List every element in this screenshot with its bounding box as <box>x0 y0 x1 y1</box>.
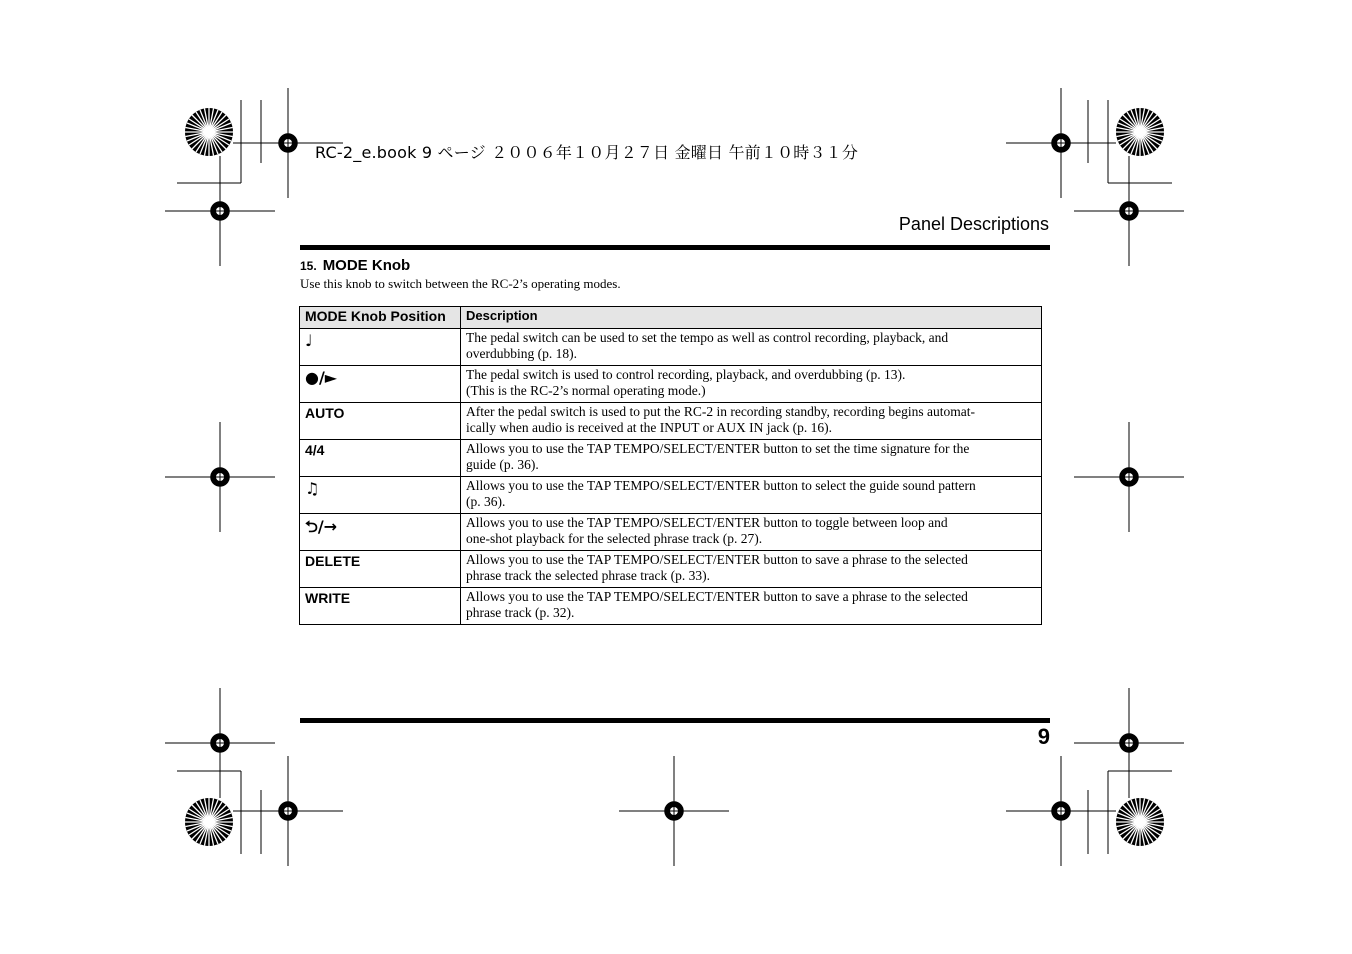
heading-number: 15. <box>300 259 317 273</box>
table-row <box>300 514 1042 551</box>
top-rule <box>300 245 1050 250</box>
description-line: overdubbing (p. 18). <box>466 346 577 361</box>
description-cell <box>461 329 1042 366</box>
bottom-rule <box>300 718 1050 723</box>
position-symbol-icon: ♩ <box>305 331 313 350</box>
description-line: The pedal switch can be used to set the tempo as well as control recording, playback, and <box>466 330 949 345</box>
description-line: ically when audio is received at the INPUT or AUX IN jack (p. 16). <box>466 420 833 435</box>
description-cell <box>461 403 1042 440</box>
description-line: Allows you to use the TAP TEMPO/SELECT/ENTER button to save a phrase to the selected <box>466 552 968 567</box>
table-row <box>300 403 1042 440</box>
table-row <box>300 477 1042 514</box>
description-line: Allows you to use the TAP TEMPO/SELECT/ENTER button to toggle between loop and <box>466 515 948 530</box>
description-line: Allows you to use the TAP TEMPO/SELECT/ENTER button to set the time signature for the <box>466 441 970 456</box>
intro-text: Use this knob to switch between the RC-2’s operating modes. <box>300 276 621 291</box>
column-header-position: MODE Knob Position <box>300 307 461 329</box>
description-line: The pedal switch is used to control recording, playback, and overdubbing (p. 13). <box>466 367 906 382</box>
description-line: (p. 36). <box>466 494 506 509</box>
position-label: AUTO <box>305 405 345 421</box>
knob-position-cell <box>300 403 461 440</box>
knob-position-cell <box>300 366 461 403</box>
position-label: WRITE <box>305 590 351 606</box>
description-cell <box>461 366 1042 403</box>
description-line: (This is the RC-2’s normal operating mode.) <box>466 383 706 398</box>
knob-position-cell <box>300 329 461 366</box>
description-cell <box>461 551 1042 588</box>
knob-position-cell <box>300 514 461 551</box>
description-line: one-shot playback for the selected phrase track (p. 27). <box>466 531 763 546</box>
description-line: After the pedal switch is used to put the RC-2 in recording standby, recording begins automat- <box>466 404 976 419</box>
table-row <box>300 440 1042 477</box>
description-cell <box>461 440 1042 477</box>
table-row <box>300 588 1042 625</box>
knob-position-cell <box>300 588 461 625</box>
mode-knob-table <box>299 306 1042 625</box>
position-symbol-icon: ♫ <box>305 479 320 498</box>
table-row <box>300 366 1042 403</box>
position-label: DELETE <box>305 553 361 569</box>
position-symbol-icon: ⮌/→ <box>305 517 338 536</box>
heading-title: MODE Knob <box>322 257 411 274</box>
position-symbol-icon: ●/► <box>305 368 338 387</box>
table-header-row <box>300 307 1042 329</box>
description-line: phrase track (p. 32). <box>466 605 575 620</box>
description-line: phrase track the selected phrase track (p. 33). <box>466 568 711 583</box>
description-line: guide (p. 36). <box>466 457 539 472</box>
column-header-description: Description <box>461 307 1042 329</box>
description-cell <box>461 477 1042 514</box>
heading <box>300 257 410 274</box>
page-number: 9 <box>1037 724 1050 749</box>
knob-position-cell <box>300 440 461 477</box>
knob-position-cell <box>300 477 461 514</box>
print-header: RC-2_e.book 9 ページ ２００６年１０月２７日 金曜日 午前１０時３１分 <box>315 143 859 162</box>
table-row <box>300 551 1042 588</box>
table-row <box>300 329 1042 366</box>
knob-position-cell <box>300 551 461 588</box>
description-cell <box>461 588 1042 625</box>
description-line: Allows you to use the TAP TEMPO/SELECT/ENTER button to save a phrase to the selected <box>466 589 968 604</box>
description-line: Allows you to use the TAP TEMPO/SELECT/ENTER button to select the guide sound pattern <box>466 478 976 493</box>
description-cell <box>461 514 1042 551</box>
section-title: Panel Descriptions <box>898 214 1049 234</box>
position-label: 4/4 <box>305 442 325 458</box>
